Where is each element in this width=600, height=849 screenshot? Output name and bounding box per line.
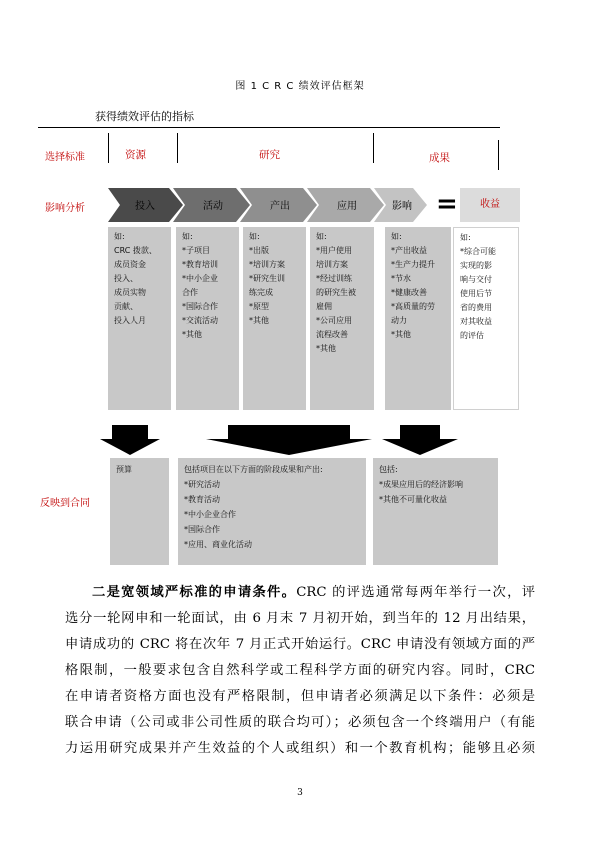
row-label-impact: 影响分析 xyxy=(45,203,85,214)
paragraph-line: 联合申请（公司或非公司性质的联合均可）；必须包含一个终端用户（有能 xyxy=(65,715,535,730)
stage-divider xyxy=(108,133,109,163)
stage-label-resources: 资源 xyxy=(125,149,146,161)
column-input: 如: CRC 拨款、 成员资金 投入、 成员实物 贡献、 投入人月 xyxy=(108,227,171,410)
divider-line xyxy=(38,127,500,128)
stage-label-research: 研究 xyxy=(259,149,280,161)
body-paragraph xyxy=(65,580,535,762)
figure-title: 图 1 C R C 绩效评估框架 xyxy=(235,81,365,92)
paragraph-lead: 二是宽领域严标准的申请条件。 xyxy=(92,585,297,600)
chevron-label: 应用 xyxy=(337,201,357,212)
paragraph-line: 申请成功的 CRC 将在次年 7 月正式开始运行。CRC 申请没有领域方面的严 xyxy=(65,637,535,652)
column-output: 如: *出版 *培训方案 *研究生训 练完成 *原型 *其他 xyxy=(243,227,306,410)
stage-divider xyxy=(498,140,499,170)
stage-divider xyxy=(373,133,374,163)
research-outcomes-box: 包括项目在以下方面的阶段成果和产出: *研究活动 *教育活动 *中小企业合作 *国际合作 *应用、商业化活动 xyxy=(178,458,366,565)
chevron-label: 投入 xyxy=(135,201,155,212)
paragraph-line: 选分一轮网申和一轮面试，由 6 月末 7 月初开始，到当年的 12 月出结果， xyxy=(65,611,535,626)
stage-divider xyxy=(177,133,178,163)
stage-label-outcomes: 成果 xyxy=(429,152,450,164)
row-label-feedback: 反映到合同 xyxy=(40,498,90,509)
paragraph-line: 力运用研究成果并产生效益的个人或组织）和一个教育机构；能够且必须 xyxy=(65,741,535,756)
paragraph-line: CRC 的评选通常每两年举行一次，评 xyxy=(296,585,535,600)
column-benefit: 如: *综合可能 实现的影 响与交付 使用后节 省的费用 对其收益 的评估 xyxy=(453,227,519,410)
chevron-label: 产出 xyxy=(270,201,290,212)
column-impact: 如: *产出收益 *生产力提升 *节水 *健康改善 *高质量的劳 动力 *其他 xyxy=(385,227,451,410)
column-application: 如: *用户使用 培训方案 *经过训练 的研究生被 雇佣 *公司应用 流程改善 *其他 xyxy=(310,227,374,410)
budget-box: 预算 xyxy=(110,458,169,565)
chevron-label: 活动 xyxy=(203,201,223,212)
figure-subtitle: 获得绩效评估的指标 xyxy=(95,110,194,123)
paragraph-line: 格限制，一般要求包含自然科学或工程科学方面的研究内容。同时，CRC xyxy=(65,663,535,678)
chevron-flow xyxy=(108,188,428,222)
down-arrow-icon xyxy=(382,425,458,455)
results-box: 包括: *成果应用后的经济影响 *其他不可量化收益 xyxy=(373,458,498,565)
down-arrow-icon xyxy=(206,425,372,455)
row-label-criteria: 选择标准 xyxy=(45,152,85,163)
down-arrows xyxy=(100,425,520,455)
benefit-box: 收益 xyxy=(460,188,520,222)
down-arrow-icon xyxy=(100,425,160,455)
page-number: 3 xyxy=(297,788,303,798)
column-activity: 如: *子项目 *教育培训 *中小企业 合作 *国际合作 *交流活动 *其他 xyxy=(176,227,239,410)
chevron-label: 影响 xyxy=(392,201,412,212)
paragraph-line: 在申请者资格方面也没有严格限制，但申请者必须满足以下条件：必须是 xyxy=(65,689,535,704)
equals-sign: = xyxy=(436,189,458,219)
